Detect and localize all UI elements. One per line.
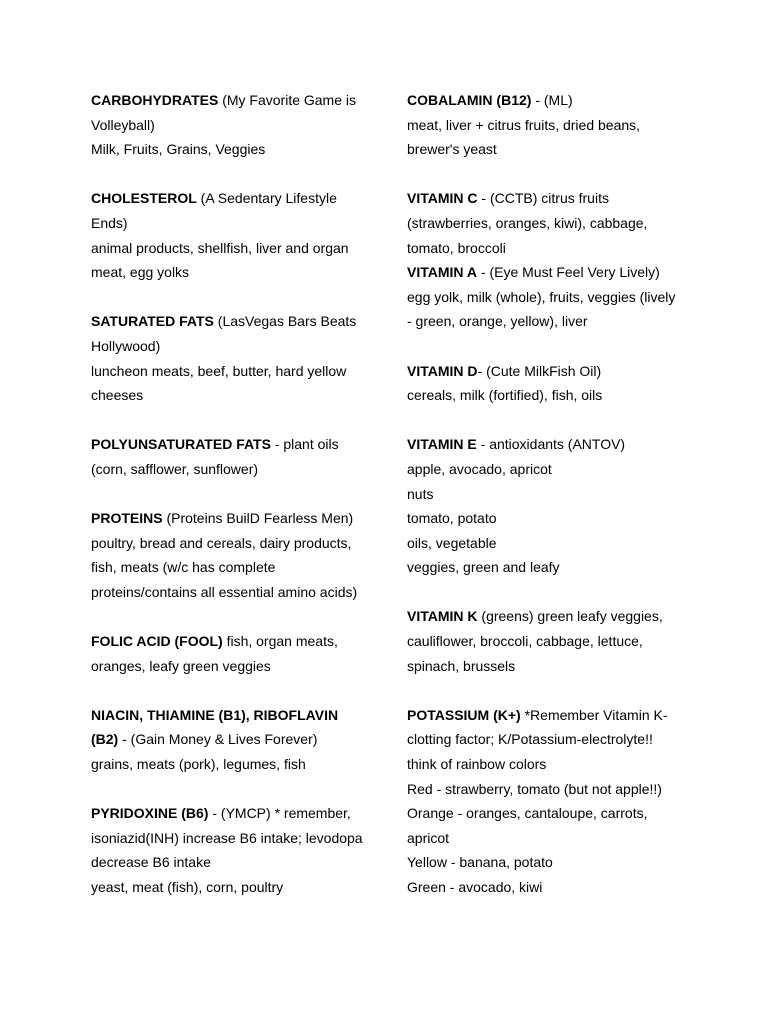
section-gap [91, 285, 376, 310]
section-gap [91, 604, 376, 629]
entry-line [407, 88, 687, 113]
entry-text: veggies, green and leafy [407, 559, 560, 576]
entry-text: Hollywood) [91, 337, 161, 354]
entry-line [407, 801, 687, 826]
entry-text: think of rainbow colors [407, 756, 547, 773]
entry-line [91, 211, 376, 236]
entry-text: animal products, shellfish, liver and organ [91, 239, 349, 256]
section-gap [91, 482, 376, 507]
entry-text: (A Sedentary Lifestyle [196, 190, 337, 207]
entry-line [407, 482, 687, 507]
entry-line [91, 432, 376, 457]
entry-text: isoniazid(INH) increase B6 intake; levodopa [91, 829, 363, 846]
right-column [407, 88, 687, 900]
section-gap [91, 777, 376, 802]
entry-text: yeast, meat (fish), corn, poultry [91, 879, 284, 895]
entry-vitamin-k [407, 604, 687, 678]
entry-line [91, 359, 376, 384]
entry-line [407, 186, 687, 211]
entry-text: Volleyball) [91, 116, 155, 133]
entry-text: oranges, leafy green veggies [91, 657, 271, 674]
entry-heading: VITAMIN K [407, 608, 478, 625]
entry-text: (strawberries, oranges, kiwi), cabbage, [407, 214, 648, 231]
section-gap [407, 678, 687, 703]
entry-line [407, 211, 687, 236]
entry-heading: VITAMIN C [407, 190, 478, 207]
entry-line [407, 703, 687, 728]
entry-vitamin-d [407, 359, 687, 408]
entry-text: cheeses [91, 387, 144, 404]
entry-line [91, 186, 376, 211]
entry-line [91, 383, 376, 408]
section-gap [407, 334, 687, 359]
entry-heading: FOLIC ACID (FOOL) [91, 633, 223, 650]
entry-line [407, 309, 687, 334]
entry-line [407, 137, 687, 162]
entry-line [407, 875, 687, 900]
entry-text: - green, orange, yellow), liver [407, 313, 588, 330]
entry-line [91, 137, 376, 162]
entry-line [407, 777, 687, 802]
entry-text: apricot [407, 829, 450, 846]
entry-text: cauliflower, broccoli, cabbage, lettuce, [407, 633, 643, 650]
entry-text: spinach, brussels [407, 657, 516, 674]
entry-niacin-thiamine-riboflavin [91, 703, 376, 777]
entry-line [91, 875, 376, 900]
entry-vitamin-e [407, 432, 687, 580]
entry-line [407, 285, 687, 310]
entry-folic-acid [91, 629, 376, 678]
entry-heading: PROTEINS [91, 510, 163, 527]
entry-text: Green - avocado, kiwi [407, 879, 543, 895]
entry-text: grains, meats (pork), legumes, fish [91, 756, 306, 773]
entry-heading: CHOLESTEROL [91, 190, 197, 207]
entry-text: - (YMCP) * remember, [208, 805, 351, 822]
entry-line [91, 826, 376, 851]
entry-text: poultry, bread and cereals, dairy products, [91, 534, 352, 551]
entry-text: - plant oils [270, 436, 339, 453]
entry-proteins [91, 506, 376, 604]
entry-line [91, 850, 376, 875]
entry-text: proteins/contains all essential amino acids) [91, 583, 358, 600]
entry-text: - (Cute MilkFish Oil) [477, 362, 602, 379]
entry-line [91, 555, 376, 580]
entry-cholesterol [91, 186, 376, 284]
entry-line [91, 580, 376, 605]
entry-text: apple, avocado, apricot [407, 460, 552, 477]
entry-text: oils, vegetable [407, 534, 497, 551]
entry-text: Orange - oranges, cantaloupe, carrots, [407, 805, 648, 822]
entry-line [91, 88, 376, 113]
section-gap [91, 408, 376, 433]
entry-line [91, 113, 376, 138]
entry-text: Milk, Fruits, Grains, Veggies [91, 141, 266, 158]
entry-heading: POLYUNSATURATED FATS [91, 436, 271, 453]
entry-line [407, 236, 687, 261]
entry-heading: COBALAMIN (B12) [407, 92, 532, 108]
entry-line [407, 826, 687, 851]
entry-text: egg yolk, milk (whole), fruits, veggies (lively [407, 288, 676, 305]
entry-text: Yellow - banana, potato [407, 854, 553, 871]
entry-text: (LasVegas Bars Beats [213, 313, 357, 330]
entry-text: luncheon meats, beef, butter, hard yellow [91, 362, 347, 379]
entry-text: (My Favorite Game is [218, 92, 357, 108]
entry-line [91, 506, 376, 531]
entry-text: - antioxidants (ANTOV) [476, 436, 626, 453]
section-gap [407, 580, 687, 605]
entry-heading: VITAMIN E [407, 436, 477, 453]
entry-potassium [407, 703, 687, 900]
entry-line [91, 703, 376, 728]
entry-line [407, 432, 687, 457]
entry-text: (Proteins BuilD Fearless Men) [162, 510, 354, 527]
entry-line [407, 752, 687, 777]
section-gap [91, 162, 376, 187]
section-gap [91, 678, 376, 703]
entry-line [407, 850, 687, 875]
entry-line [91, 752, 376, 777]
entry-heading: VITAMIN D [407, 362, 478, 379]
entry-text: Red - strawberry, tomato (but not apple!!) [407, 780, 662, 797]
entry-text: meat, liver + citrus fruits, dried beans, [407, 116, 641, 133]
entry-line [407, 555, 687, 580]
left-column [91, 88, 376, 900]
entry-text: fish, meats (w/c has complete [91, 559, 276, 576]
entry-vitamin-c [407, 186, 687, 260]
entry-line [407, 113, 687, 138]
entry-heading: VITAMIN A [407, 264, 477, 281]
entry-line [407, 457, 687, 482]
entry-text: clotting factor; K/Potassium-electrolyte!! [407, 731, 653, 748]
entry-line [407, 260, 687, 285]
entry-line [91, 531, 376, 556]
entry-line [407, 383, 687, 408]
entry-heading: POTASSIUM (K+) [407, 706, 521, 723]
entry-text: *Remember Vitamin K- [520, 706, 668, 723]
entry-text: - (CCTB) citrus fruits [477, 190, 609, 207]
entry-text: brewer's yeast [407, 141, 497, 158]
entry-cobalamin [407, 88, 687, 162]
entry-line [91, 457, 376, 482]
entry-line [407, 531, 687, 556]
entry-pyridoxine [91, 801, 376, 899]
entry-line [91, 801, 376, 826]
entry-heading: (B2) [91, 731, 119, 748]
section-gap [407, 162, 687, 187]
entry-line [407, 654, 687, 679]
entry-heading: SATURATED FATS [91, 313, 214, 330]
entry-line [91, 629, 376, 654]
entry-heading: PYRIDOXINE (B6) [91, 805, 209, 822]
entry-text: nuts [407, 485, 434, 502]
entry-line [407, 629, 687, 654]
entry-line [91, 260, 376, 285]
entry-line [407, 604, 687, 629]
entry-text: (corn, safflower, sunflower) [91, 460, 259, 477]
entry-line [91, 727, 376, 752]
entry-text: cereals, milk (fortified), fish, oils [407, 387, 603, 404]
entry-line [407, 727, 687, 752]
entry-line [407, 506, 687, 531]
entry-text: (greens) green leafy veggies, [477, 608, 663, 625]
entry-text: meat, egg yolks [91, 264, 190, 281]
entry-text: decrease B6 intake [91, 854, 211, 871]
entry-text: - (ML) [531, 92, 573, 108]
entry-heading: CARBOHYDRATES [91, 92, 219, 108]
entry-line [91, 654, 376, 679]
entry-text: - (Gain Money & Lives Forever) [118, 731, 318, 748]
entry-text: fish, organ meats, [222, 633, 338, 650]
entry-text: tomato, broccoli [407, 239, 506, 256]
entry-line [407, 359, 687, 384]
section-gap [407, 408, 687, 433]
entry-text: tomato, potato [407, 510, 497, 527]
entry-carbohydrates [91, 88, 376, 162]
entry-line [91, 236, 376, 261]
entry-polyunsaturated-fats [91, 432, 376, 481]
entry-line [91, 309, 376, 334]
entry-saturated-fats [91, 309, 376, 407]
entry-line [91, 334, 376, 359]
entry-text: Ends) [91, 214, 128, 231]
entry-vitamin-a [407, 260, 687, 334]
entry-text: - (Eye Must Feel Very Lively) [477, 264, 660, 281]
entry-heading: NIACIN, THIAMINE (B1), RIBOFLAVIN [91, 706, 339, 723]
